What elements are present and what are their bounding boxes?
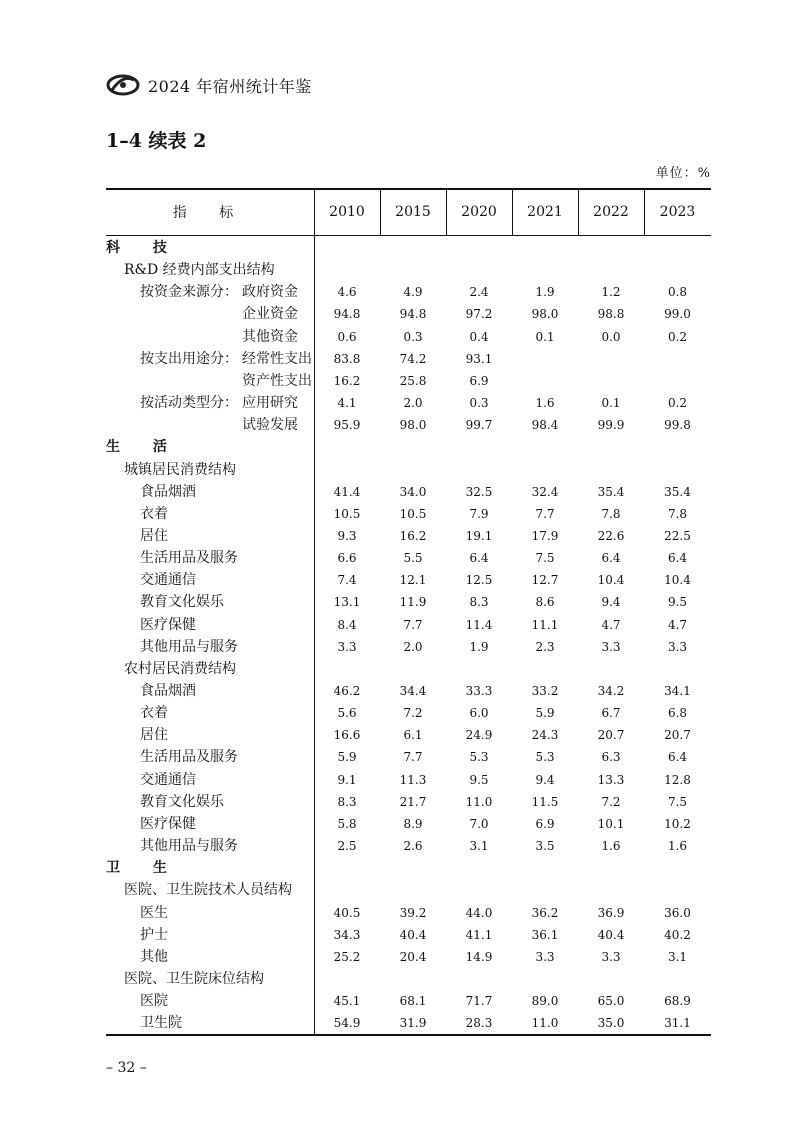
table-cell: 40.5: [333, 905, 361, 920]
table-cell: 1.9: [535, 285, 555, 300]
table-cell: 83.8: [333, 351, 361, 366]
table-cell: 68.9: [664, 994, 691, 1009]
table-cell: 8.4: [337, 617, 357, 632]
table-cell: 36.2: [531, 905, 559, 920]
table-cell: 6.7: [601, 706, 621, 721]
table-cell: 7.8: [601, 506, 621, 521]
table-row: [106, 724, 711, 746]
table-row: [106, 1012, 711, 1034]
table-cell: 6.4: [667, 551, 688, 566]
table-cell: [578, 370, 644, 392]
table-cell: 25.2: [333, 949, 361, 964]
group-row: [106, 879, 711, 901]
row-label: 按活动类型分：: [140, 395, 238, 412]
table-cell: 6.1: [403, 728, 423, 743]
table-cell: 1.6: [667, 839, 688, 854]
row-sublabel: 经常性支出: [242, 350, 312, 367]
table-cell: 2.4: [469, 285, 489, 300]
table-cell: 0.1: [535, 329, 555, 344]
table-cell: 0.2: [667, 396, 688, 411]
table-row: [106, 614, 711, 636]
row-label: 食品烟酒: [140, 483, 196, 500]
table-cell: 6.6: [337, 551, 357, 566]
row-label: 交通通信: [140, 572, 196, 589]
table-cell: 0.3: [469, 396, 489, 411]
table-cell: 20.7: [664, 728, 691, 743]
table-cell: 40.2: [664, 927, 691, 942]
table-cell: 6.4: [667, 750, 688, 765]
table-row: [106, 392, 711, 414]
row-label: 科 技: [106, 240, 181, 256]
book-title: 2024 年宿州统计年鉴: [148, 76, 312, 96]
table-cell: 9.5: [667, 595, 688, 610]
table-cell: 24.3: [531, 728, 559, 743]
table-row: [106, 326, 711, 348]
table-row: [106, 547, 711, 569]
yearbook-logo-icon: [106, 72, 140, 98]
table-cell: 94.8: [333, 307, 361, 322]
table-cell: 6.3: [601, 750, 621, 765]
table-row: [106, 525, 711, 547]
table-row: [106, 746, 711, 768]
table-cell: 7.9: [469, 506, 489, 521]
table-cell: 98.8: [597, 307, 625, 322]
year-header: 2021: [527, 204, 563, 220]
row-label: 城镇居民消费结构: [124, 461, 236, 478]
table-cell: 71.7: [465, 994, 493, 1009]
table-cell: 11.9: [399, 595, 427, 610]
section-row: [106, 436, 711, 458]
table-title: 1–4 续表 2: [106, 130, 207, 152]
table-cell: 6.4: [469, 551, 489, 566]
table-cell: 99.0: [664, 307, 691, 322]
table-cell: 2.3: [535, 639, 555, 654]
row-label: 卫生院: [140, 1015, 182, 1032]
table-cell: 8.3: [337, 794, 357, 809]
year-header: 2020: [461, 204, 497, 220]
table-cell: 32.4: [531, 484, 559, 499]
table-row: [106, 281, 711, 303]
table-cell: 3.3: [535, 949, 555, 964]
table-row: [106, 636, 711, 658]
table-cell: 3.1: [667, 949, 688, 964]
table-cell: 39.2: [399, 905, 427, 920]
row-label: 衣着: [140, 705, 168, 722]
table-cell: 2.5: [337, 839, 357, 854]
table-cell: 46.2: [333, 684, 361, 698]
table-cell: 16.2: [333, 373, 361, 388]
table-cell: 36.0: [664, 905, 691, 920]
row-label: 医疗保健: [140, 815, 196, 832]
row-label: 生活用品及服务: [140, 749, 238, 766]
table-cell: 0.1: [601, 396, 621, 411]
table-cell: 25.8: [399, 373, 427, 388]
year-header: 2023: [659, 204, 696, 220]
row-label: 食品烟酒: [140, 683, 196, 699]
table-cell: [644, 370, 711, 392]
table-cell: 5.3: [535, 750, 555, 765]
table-cell: 35.0: [597, 1016, 625, 1031]
table-cell: 0.3: [403, 329, 423, 344]
table-cell: 1.9: [469, 639, 489, 654]
table-cell: 3.3: [337, 639, 357, 654]
table-cell: 11.4: [465, 617, 493, 632]
table-cell: 22.6: [597, 528, 625, 543]
table-cell: 22.5: [664, 528, 691, 543]
table-cell: 9.4: [601, 595, 621, 610]
table-cell: 40.4: [399, 927, 427, 942]
table-cell: 94.8: [399, 307, 427, 322]
table-row: [106, 569, 711, 591]
table-cell: 7.7: [535, 506, 555, 521]
row-label: R&D 经费内部支出结构: [124, 262, 275, 279]
table-cell: 9.4: [535, 772, 555, 787]
table-cell: 4.9: [403, 285, 423, 300]
section-row: [106, 237, 711, 259]
table-cell: 3.3: [601, 949, 621, 964]
table-cell: 34.1: [664, 684, 691, 698]
table-cell: 4.7: [601, 617, 621, 632]
table-cell: 44.0: [465, 905, 493, 920]
table-cell: 9.1: [337, 772, 357, 787]
table-cell: 7.4: [337, 573, 357, 588]
table-cell: 11.3: [399, 772, 427, 787]
table-cell: 6.4: [601, 551, 621, 566]
row-label: 教育文化娱乐: [140, 594, 224, 611]
table-row: [106, 924, 711, 946]
table-cell: 45.1: [333, 994, 361, 1009]
table-cell: 10.5: [399, 506, 427, 521]
table-cell: 34.4: [399, 684, 427, 698]
table-cell: 16.2: [399, 528, 427, 543]
table-row: [106, 835, 711, 857]
table-cell: 2.0: [403, 639, 423, 654]
year-header: 2022: [593, 204, 629, 220]
table-row: [106, 769, 711, 791]
table-cell: 7.5: [535, 551, 555, 566]
table-row: [106, 414, 711, 436]
row-label: 医疗保健: [140, 616, 196, 633]
row-label: 生活用品及服务: [140, 550, 238, 567]
row-label: 其他用品与服务: [140, 638, 238, 655]
table-cell: 5.9: [535, 706, 555, 721]
row-label: 按支出用途分：: [140, 350, 238, 367]
table-cell: 0.2: [667, 329, 688, 344]
table-row: [106, 813, 711, 835]
table-cell: 65.0: [597, 994, 625, 1009]
table-cell: 74.2: [399, 351, 427, 366]
row-label: 农村居民消费结构: [124, 660, 236, 677]
table-cell: 1.2: [601, 285, 621, 300]
table-cell: 34.0: [399, 484, 427, 499]
table-cell: 3.3: [601, 639, 621, 654]
table-cell: 12.1: [399, 573, 427, 588]
table-cell: 54.9: [333, 1016, 361, 1031]
row-sublabel: 应用研究: [242, 395, 298, 412]
page-header: [106, 70, 312, 100]
table-cell: 6.9: [535, 816, 555, 831]
table-cell: 7.5: [667, 794, 688, 809]
table-cell: 7.7: [403, 750, 423, 765]
table-cell: 2.0: [403, 396, 423, 411]
table-cell: 41.4: [333, 484, 361, 499]
table-cell: 99.7: [465, 418, 493, 433]
table-cell: 7.7: [403, 617, 423, 632]
table-row: [106, 680, 711, 702]
table-cell: 11.1: [531, 617, 559, 632]
table-cell: 14.9: [465, 949, 493, 964]
table-bottom-rule: [106, 1034, 711, 1036]
table-row: [106, 902, 711, 924]
table-cell: 0.6: [337, 329, 357, 344]
table-cell: 6.9: [469, 373, 489, 388]
row-label: 医生: [140, 904, 168, 921]
table-cell: 10.5: [333, 506, 361, 521]
table-cell: 17.9: [531, 528, 559, 543]
table-cell: 89.0: [531, 994, 559, 1009]
table-cell: 4.7: [667, 617, 688, 632]
group-row: [106, 259, 711, 281]
table-row: [106, 591, 711, 613]
row-label: 生 活: [106, 439, 181, 456]
table-cell: 3.1: [469, 839, 489, 854]
table-cell: 9.3: [337, 528, 357, 543]
table-cell: 41.1: [465, 927, 493, 942]
table-cell: 21.7: [399, 794, 427, 809]
group-row: [106, 968, 711, 990]
table-cell: [512, 370, 578, 392]
table-cell: 34.2: [597, 684, 625, 698]
table-cell: 31.9: [399, 1016, 427, 1031]
row-sublabel: 资产性支出: [242, 372, 312, 389]
table-cell: 4.6: [337, 285, 357, 300]
section-row: [106, 857, 711, 879]
table-cell: 28.3: [465, 1016, 493, 1031]
table-cell: 97.2: [465, 307, 493, 322]
table-cell: 98.0: [399, 418, 427, 433]
table-cell: 68.1: [399, 994, 427, 1009]
table-cell: 13.3: [597, 772, 625, 787]
table-cell: 8.6: [535, 595, 555, 610]
table-cell: 35.4: [597, 484, 625, 499]
table-cell: 7.2: [403, 706, 423, 721]
table-cell: 93.1: [465, 351, 493, 366]
page-number: – 32 –: [106, 1060, 147, 1076]
row-sublabel: 企业资金: [242, 306, 298, 323]
row-label: 医院、卫生院床位结构: [124, 970, 264, 987]
table-cell: 1.6: [535, 396, 555, 411]
row-label: 居住: [140, 727, 168, 744]
table-cell: 33.2: [531, 684, 559, 698]
table-cell: 40.4: [597, 927, 625, 942]
row-label: 教育文化娱乐: [140, 793, 224, 810]
table-cell: 95.9: [333, 418, 361, 433]
table-row: [106, 946, 711, 968]
table-row: [106, 990, 711, 1012]
table-cell: 19.1: [465, 528, 493, 543]
table-cell: 10.4: [664, 573, 691, 588]
unit-label: 单位：%: [655, 166, 711, 181]
table-cell: 99.8: [664, 418, 691, 433]
table-cell: 7.8: [667, 506, 688, 521]
row-label: 按资金来源分：: [140, 284, 238, 301]
table-cell: 8.3: [469, 595, 489, 610]
table-cell: 8.9: [403, 816, 423, 831]
table-cell: 10.1: [597, 816, 625, 831]
table-row: [106, 348, 711, 370]
table-row: [106, 791, 711, 813]
table-cell: 5.9: [337, 750, 357, 765]
row-label: 护士: [140, 926, 168, 943]
row-label: 医院: [140, 993, 168, 1010]
table-cell: 36.9: [597, 905, 625, 920]
table-cell: 31.1: [664, 1016, 691, 1031]
group-row: [106, 459, 711, 481]
row-label: 其他: [140, 948, 168, 965]
table-cell: 4.1: [337, 396, 357, 411]
row-label: 居住: [140, 527, 168, 544]
table-cell: 9.5: [469, 772, 489, 787]
table-cell: 34.3: [333, 927, 361, 942]
table-cell: 3.3: [667, 639, 688, 654]
table-cell: 12.7: [531, 573, 559, 588]
indicator-header: 指 标: [172, 205, 248, 221]
row-label: 衣着: [140, 505, 168, 522]
group-row: [106, 658, 711, 680]
year-header: 2010: [329, 204, 365, 220]
table-row: [106, 702, 711, 724]
row-sublabel: 试验发展: [242, 417, 298, 434]
table-cell: 0.0: [601, 329, 621, 344]
table-cell: 36.1: [531, 927, 559, 942]
table-cell: 11.0: [531, 1016, 559, 1031]
table-cell: 13.1: [333, 595, 361, 610]
table-cell: 10.4: [597, 573, 625, 588]
table-cell: 20.4: [399, 949, 427, 964]
table-cell: 0.8: [667, 285, 688, 300]
table-cell: 3.5: [535, 839, 555, 854]
table-cell: 5.6: [337, 706, 357, 721]
table-cell: 5.5: [403, 551, 423, 566]
table-cell: 6.0: [469, 706, 489, 721]
table-row: [106, 503, 711, 525]
row-label: 其他用品与服务: [140, 838, 238, 855]
row-label: 医院、卫生院技术人员结构: [124, 882, 292, 899]
table-cell: 98.4: [531, 418, 559, 433]
table-cell: [578, 348, 644, 370]
table-cell: 10.2: [664, 816, 691, 831]
table-cell: [644, 348, 711, 370]
table-cell: 11.5: [531, 794, 559, 809]
row-sublabel: 其他资金: [242, 328, 298, 345]
table-cell: 1.6: [601, 839, 621, 854]
table-cell: 98.0: [531, 307, 559, 322]
table-cell: 6.8: [667, 706, 688, 721]
table-cell: 12.8: [664, 772, 691, 787]
table-cell: 0.4: [469, 329, 489, 344]
table-row: [106, 370, 711, 392]
table-cell: 32.5: [465, 484, 493, 499]
table-cell: 12.5: [465, 573, 493, 588]
table-cell: 99.9: [597, 418, 625, 433]
year-header: 2015: [395, 204, 431, 220]
row-label: 交通通信: [140, 771, 196, 788]
table-cell: 24.9: [465, 728, 493, 743]
table-cell: 16.6: [333, 728, 361, 743]
table-cell: 5.3: [469, 750, 489, 765]
table-cell: 20.7: [597, 728, 625, 743]
table-cell: [512, 348, 578, 370]
table-cell: 7.0: [469, 816, 489, 831]
table-row: [106, 303, 711, 325]
row-sublabel: 政府资金: [242, 284, 298, 301]
table-cell: 7.2: [601, 794, 621, 809]
row-label: 卫 生: [106, 860, 181, 877]
table-header-rule: [106, 235, 711, 236]
table-cell: 33.3: [465, 684, 493, 698]
table-cell: 11.0: [465, 794, 493, 809]
table-cell: 35.4: [664, 484, 691, 499]
table-cell: 5.8: [337, 816, 357, 831]
table-row: [106, 481, 711, 503]
table-cell: 2.6: [403, 839, 423, 854]
